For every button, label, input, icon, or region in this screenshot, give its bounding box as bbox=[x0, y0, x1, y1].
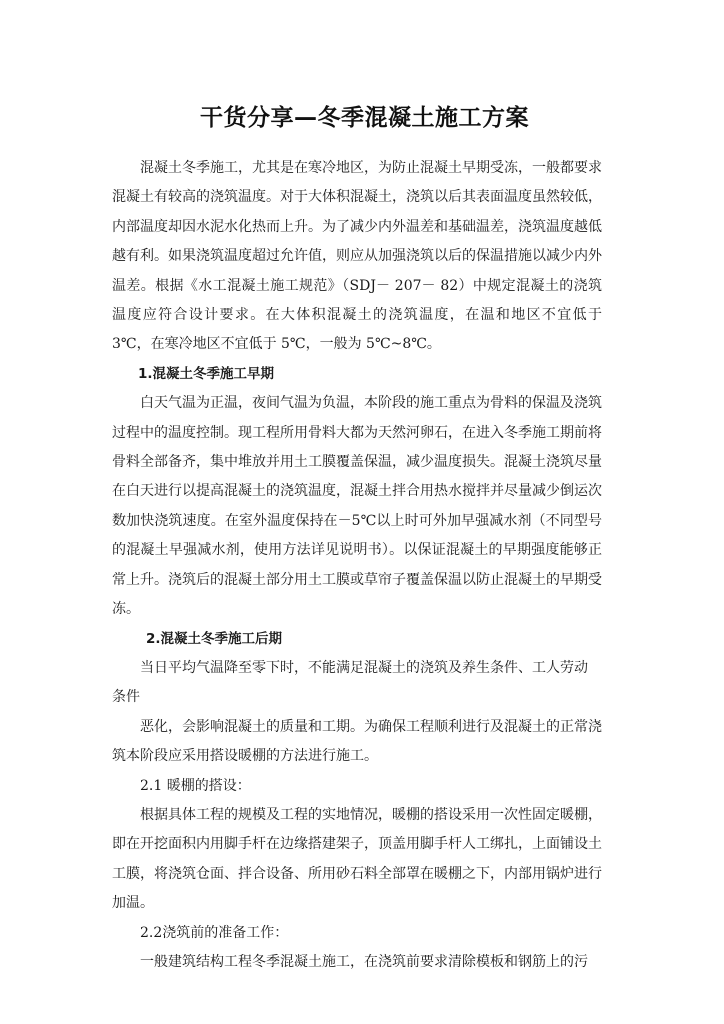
section-2-line-2: 条件 bbox=[112, 689, 140, 706]
section-2-heading: 2.混凝土冬季施工后期 bbox=[146, 630, 283, 647]
subsection-2-2-paragraph: 一般建筑结构工程冬季混凝土施工，在浇筑前要求清除模板和钢筋上的污 bbox=[140, 953, 588, 970]
subsection-2-1-paragraph: 根据具体工程的规模及工程的实地情况，暖棚的搭设采用一次性固定暖棚，即在开挖面积内用脚手杆在边缘搭建架子，顶盖用脚手杆人工绑扎，上面铺设土工膜，将浇筑仓面、拌合设备、所用砂石料全部罩在暖棚之下，内部用锅炉进行加温。 bbox=[112, 806, 602, 912]
document-title: 干货分享—冬季混凝土施工方案 bbox=[200, 105, 529, 131]
subsection-2-1-heading: 2.1 暖棚的搭设： bbox=[140, 777, 251, 794]
section-1-paragraph: 白天气温为正温，夜间气温为负温，本阶段的施工重点为骨料的保温及浇筑过程中的温度控制。现工程所用骨料大都为天然河卵石，在进入冬季施工期前将骨料全部备齐，集中堆放并用土工膜覆盖保温，减少温度损失。混凝土浇筑尽量在白天进行以提高混凝土的浇筑温度，混凝土拌合用热水搅拌并尽量减少倒运次数加快浇筑速度。在室外温度保持在－5℃以上时可外加早强减水剂（不同型号的混凝土早强减水剂，使用方法详见说明书）。以保证混凝土的早期强度能够正常上升。浇筑后的混凝土部分用土工膜或草帘子覆盖保温以防止混凝土的早期受冻。 bbox=[112, 395, 602, 618]
section-1-heading: 1.混凝土冬季施工早期 bbox=[138, 365, 275, 382]
subsection-2-2-heading: 2.2浇筑前的准备工作： bbox=[140, 924, 289, 941]
intro-paragraph: 混凝土冬季施工，尤其是在寒冷地区，为防止混凝土早期受冻，一般都要求混凝土有较高的浇筑温度。对于大体积混凝土，浇筑以后其表面温度虽然较低，内部温度却因水泥水化热而上升。为了减少内外温差和基础温差，浇筑温度越低越有利。如果浇筑温度超过允许值，则应从加强浇筑以后的保温措施以减少内外温差。根据《水工混凝土施工规范》（SDJ－ 207－ 82）中规定混凝土的浇筑温度应符合设计要求。在大体积混凝土的浇筑温度，在温和地区不宜低于 3℃，在寒冷地区不宜低于 5℃，一般为 5℃~8℃。 bbox=[112, 160, 602, 353]
document-page bbox=[112, 96, 602, 977]
section-2-paragraph: 恶化，会影响混凝土的质量和工期。为确保工程顺利进行及混凝土的正常浇筑本阶段应采用搭设暖棚的方法进行施工。 bbox=[112, 718, 602, 765]
section-2-line-1: 当日平均气温降至零下时，不能满足混凝土的浇筑及养生条件、工人劳动 bbox=[140, 659, 588, 676]
